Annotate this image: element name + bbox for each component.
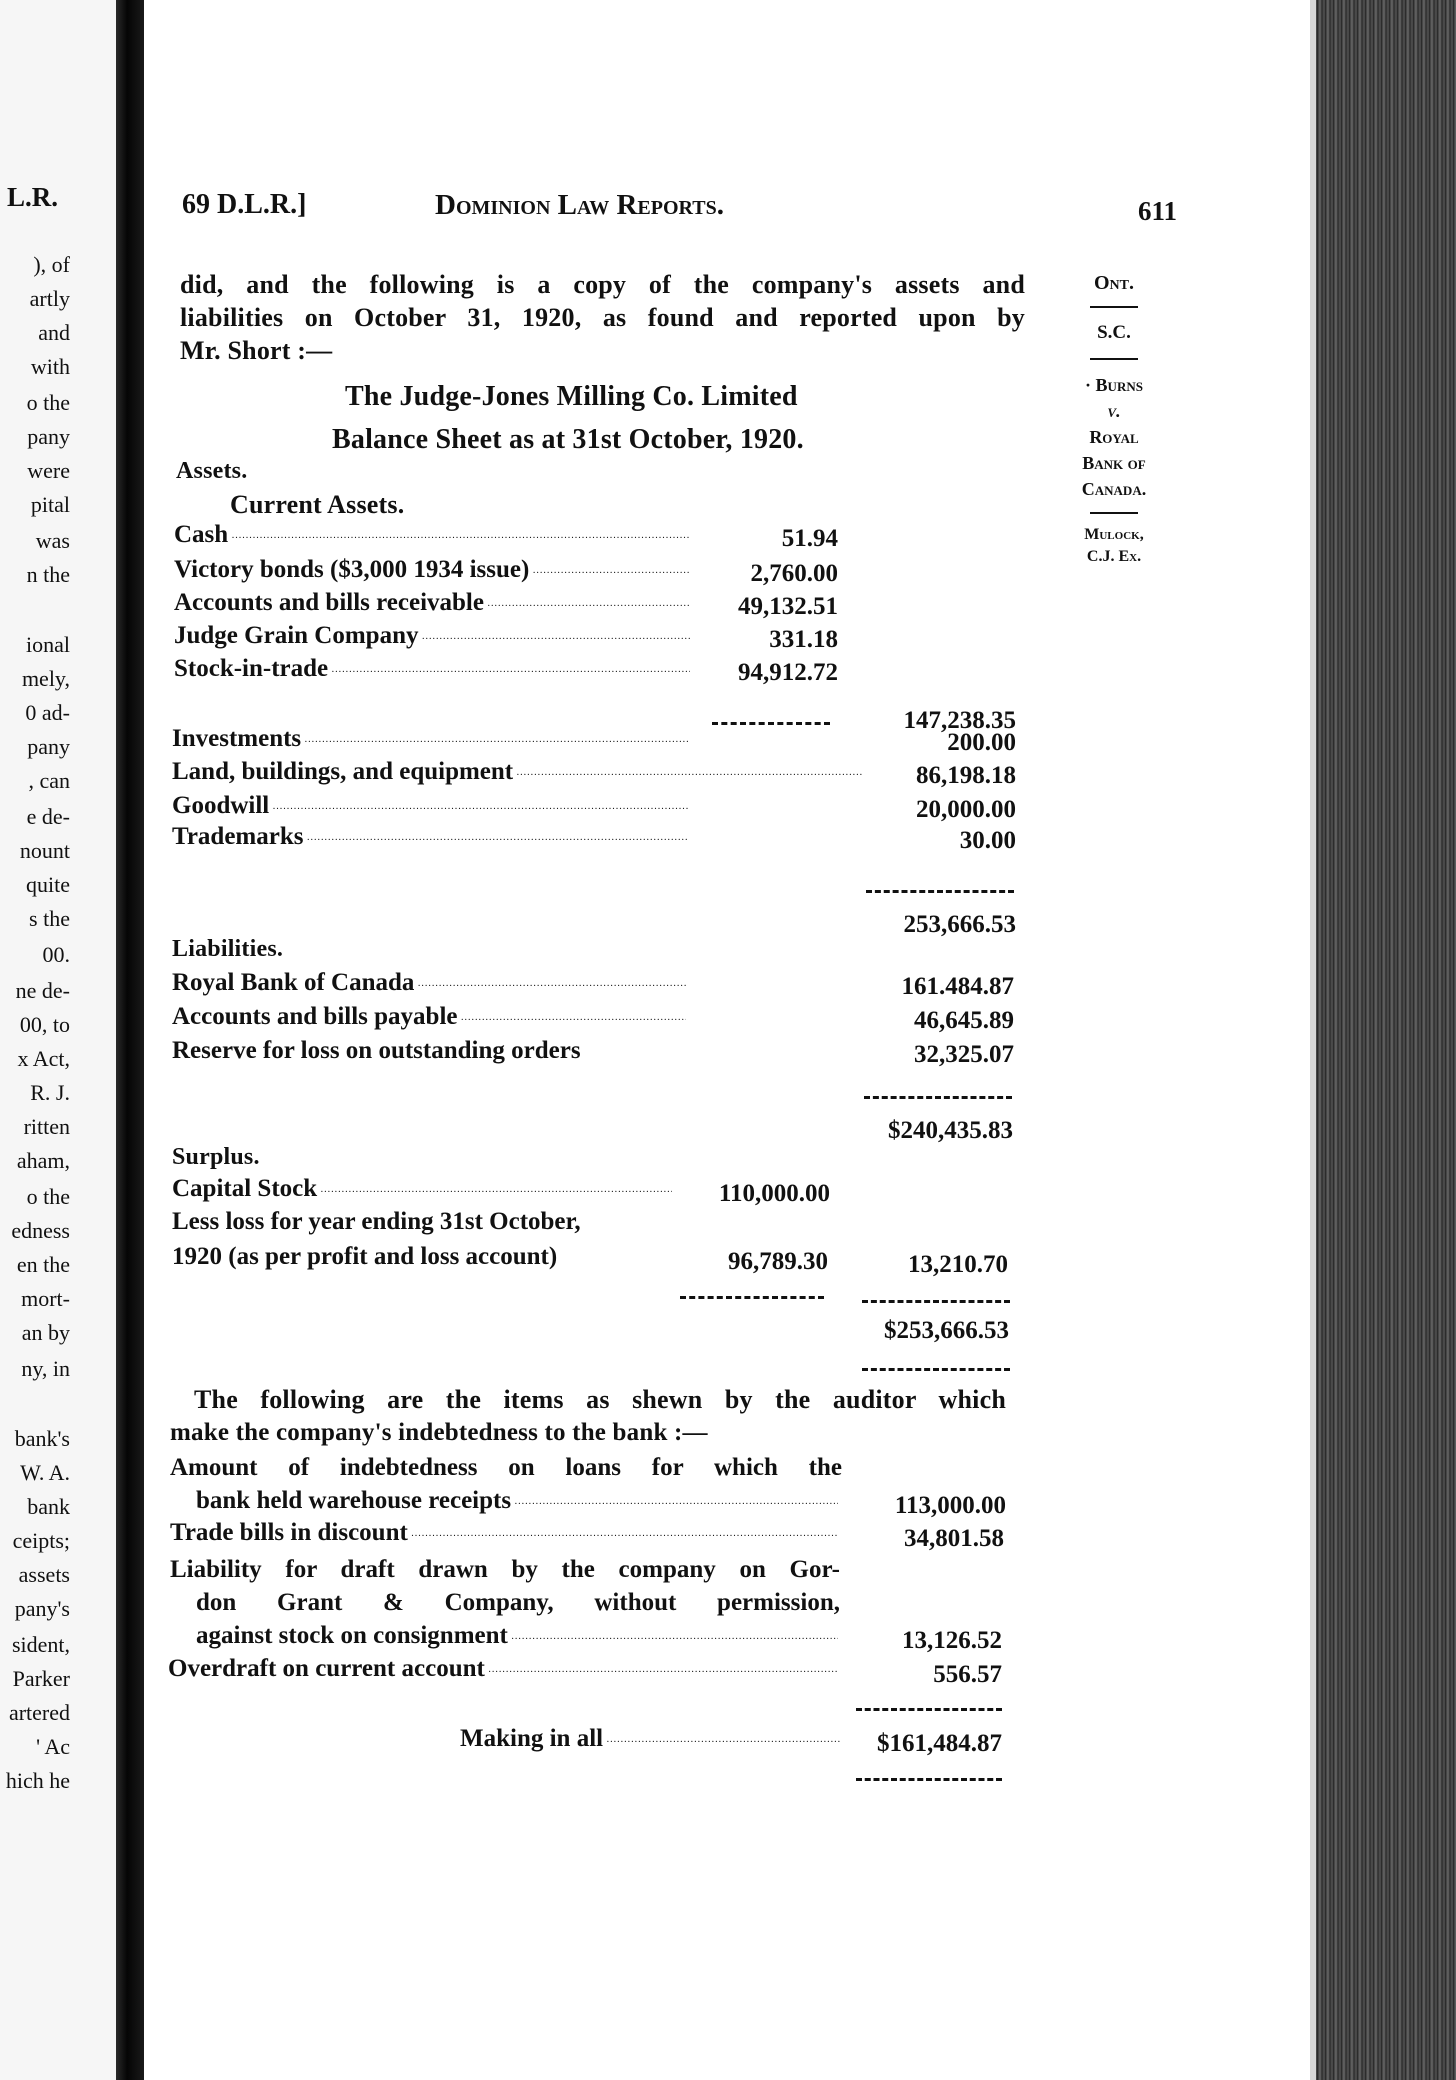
margin-rule — [1090, 512, 1138, 514]
running-title: Dominion Law Reports. — [435, 189, 724, 221]
left-page-line: ), of — [33, 252, 70, 277]
ledger-item-amount: 86,198.18 — [916, 762, 1016, 789]
left-page-line: o the — [26, 1184, 70, 1209]
left-page-line: ne de- — [15, 978, 70, 1003]
left-page-line: pany — [27, 424, 70, 449]
left-page-fragment — [0, 0, 116, 2080]
left-page-line: aham, — [16, 1148, 70, 1173]
capital-stock-amount: 110,000.00 — [718, 1180, 830, 1207]
volume-reference: 69 D.L.R.] — [182, 189, 307, 220]
ledger-item-label: Trademarks ..... — [172, 820, 688, 854]
left-page-line: quite — [26, 872, 70, 897]
current-assets-heading: Current Assets. — [230, 490, 405, 519]
ledger-item-amount: 30.00 — [959, 827, 1016, 854]
left-page-line: ny, in — [21, 1356, 70, 1381]
ledger-item-label: Land, buildings, and equipment ..... — [172, 755, 862, 789]
left-page-line: nount — [19, 838, 70, 863]
left-page-line: sident, — [11, 1632, 70, 1657]
margin-judge: C.J. Ex. — [1086, 548, 1142, 565]
left-page-line: 00. — [42, 942, 70, 967]
left-page-line: hich he — [5, 1768, 70, 1793]
left-page-line: ' Ac — [36, 1734, 70, 1759]
total-rule — [862, 1300, 1010, 1303]
margin-judge: Mulock, — [1084, 526, 1144, 543]
margin-case-name: v. — [1107, 401, 1121, 421]
left-page-line: edness — [11, 1218, 70, 1243]
auditor-item-label: Liability for draft drawn by the company on Gor- — [170, 1556, 840, 1583]
ledger-item-label: Stock-in-trade ..... — [174, 652, 690, 686]
left-page-line: bank — [27, 1494, 70, 1519]
auditor-total-amount: $161,484.87 — [877, 1730, 1002, 1757]
ledger-item-label: Investments ..... — [172, 722, 688, 756]
auditor-item-amount: 113,000.00 — [894, 1492, 1006, 1519]
left-page-line: s the — [29, 906, 70, 931]
left-page-line: x Act, — [17, 1046, 70, 1071]
ledger-item-label: Goodwill ..... — [172, 789, 688, 823]
margin-rule — [1090, 358, 1138, 360]
surplus-amount: 13,210.70 — [908, 1251, 1008, 1278]
current-assets-total: 147,238.35 — [903, 707, 1016, 734]
ledger-item-amount: 49,132.51 — [738, 593, 838, 620]
auditor-item-label: Amount of indebtedness on loans for which the — [170, 1454, 842, 1481]
left-page-line: ritten — [23, 1114, 70, 1139]
left-page-line: artly — [29, 286, 70, 311]
assets-total: 253,666.53 — [903, 911, 1016, 938]
ledger-item-amount: 331.18 — [769, 626, 838, 653]
ledger-item-label: Judge Grain Company ..... — [174, 619, 690, 653]
intro-line: did, and the following is a copy of the company's assets and — [180, 270, 1025, 299]
left-page-line: and — [38, 320, 70, 345]
left-page-line: o the — [26, 390, 70, 415]
auditor-item-label: Trade bills in discount ..... — [170, 1516, 838, 1550]
ledger-item-amount: 94,912.72 — [738, 659, 838, 686]
liabilities-total: $240,435.83 — [888, 1117, 1013, 1144]
left-page-line: artered — [8, 1700, 70, 1725]
ledger-item-amount: 2,760.00 — [750, 560, 838, 587]
ledger-item-label: Victory bonds ($3,000 1934 issue) ..... — [174, 553, 690, 587]
ledger-item-label: Accounts and bills receivable ..... — [174, 586, 690, 620]
auditor-item-amount: 34,801.58 — [904, 1525, 1004, 1552]
auditor-item-label: don Grant & Company, without permission, — [196, 1589, 840, 1616]
balance-sheet-title: Balance Sheet as at 31st October, 1920. — [332, 424, 804, 455]
left-page-line: pital — [30, 492, 70, 517]
margin-case-name: Canada. — [1081, 479, 1147, 499]
left-page-line: W. A. — [20, 1460, 70, 1485]
loss-amount: 96,789.30 — [728, 1248, 828, 1275]
left-page-line: with — [30, 354, 70, 379]
left-page-line: pany's — [14, 1596, 70, 1621]
auditor-item-label: against stock on consignment ..... — [196, 1619, 838, 1653]
ledger-item-amount: 32,325.07 — [914, 1041, 1014, 1068]
left-page-line: bank's — [14, 1426, 70, 1451]
company-name: The Judge-Jones Milling Co. Limited — [345, 381, 798, 412]
left-page-line: n the — [26, 562, 70, 587]
margin-rule — [1090, 306, 1138, 308]
page-number: 611 — [1138, 196, 1178, 226]
left-page-line: assets — [18, 1562, 70, 1587]
ledger-item-amount: 51.94 — [781, 525, 838, 552]
page-edge — [1310, 0, 1456, 2080]
auditor-item-label: Overdraft on current account ..... — [168, 1652, 838, 1686]
intro-line: liabilities on October 31, 1920, as found and reported upon by — [180, 303, 1025, 332]
ledger-item-amount: 20,000.00 — [916, 796, 1016, 823]
ledger-item-amount: 200.00 — [947, 729, 1016, 756]
left-page-line: 0 ad- — [25, 700, 70, 725]
ledger-item-label: Royal Bank of Canada ..... — [172, 966, 686, 1000]
total-rule — [856, 1708, 1002, 1711]
left-page-line: Parker — [12, 1666, 70, 1691]
left-page-line: was — [35, 528, 70, 553]
left-page-line: R. J. — [30, 1080, 70, 1105]
auditor-item-amount: 556.57 — [933, 1661, 1002, 1688]
margin-court: Ont. — [1093, 272, 1134, 294]
margin-case-name: · Burns — [1085, 375, 1143, 395]
auditor-intro: make the company's indebtedness to the bank :— — [170, 1419, 708, 1446]
grand-total: $253,666.53 — [884, 1317, 1009, 1344]
total-rule — [864, 1096, 1012, 1099]
left-page-line: L.R. — [6, 182, 58, 212]
left-page-line: were — [27, 458, 70, 483]
subtotal-rule — [712, 722, 830, 725]
auditor-total-label: Making in all ..... — [460, 1722, 840, 1756]
left-page-line: an by — [21, 1320, 70, 1345]
left-page-line: pany — [27, 734, 70, 759]
total-rule — [866, 890, 1014, 893]
left-page-line: 00, to — [19, 1012, 70, 1037]
auditor-item-amount: 13,126.52 — [902, 1627, 1002, 1654]
auditor-intro: The following are the items as shewn by the auditor which — [194, 1385, 1006, 1414]
auditor-item-label: bank held warehouse receipts ..... — [196, 1484, 838, 1518]
margin-division: S.C. — [1097, 322, 1131, 343]
total-rule — [856, 1778, 1002, 1781]
total-rule — [862, 1368, 1010, 1371]
ledger-item-amount: 46,645.89 — [914, 1007, 1014, 1034]
margin-case-name: Bank of — [1082, 453, 1146, 473]
left-page-line: ional — [26, 632, 70, 657]
ledger-item-label: Cash ..... — [174, 518, 690, 552]
left-page-line: e de- — [26, 804, 70, 829]
ledger-item-label: Accounts and bills payable ..... — [172, 1000, 686, 1034]
left-page-line: mort- — [21, 1286, 70, 1311]
left-page-line: , can — [28, 768, 70, 793]
surplus-heading: Surplus. — [172, 1144, 260, 1170]
left-page-line: ceipts; — [12, 1528, 70, 1553]
subtotal-rule — [680, 1296, 824, 1299]
capital-stock-label: Capital Stock ..... — [172, 1172, 672, 1206]
left-page-line: mely, — [21, 666, 70, 691]
left-page-line: en the — [16, 1252, 70, 1277]
intro-line: Mr. Short :— — [180, 336, 333, 365]
ledger-item-amount: 161.484.87 — [901, 973, 1014, 1000]
loss-label: 1920 (as per profit and loss account) — [172, 1243, 558, 1270]
assets-heading: Assets. — [176, 458, 248, 484]
liabilities-heading: Liabilities. — [172, 936, 284, 962]
ledger-item-label: Reserve for loss on outstanding orders — [172, 1037, 581, 1064]
loss-label: Less loss for year ending 31st October, — [172, 1208, 581, 1235]
margin-case-name: Royal — [1089, 427, 1139, 447]
book-gutter — [116, 0, 144, 2080]
